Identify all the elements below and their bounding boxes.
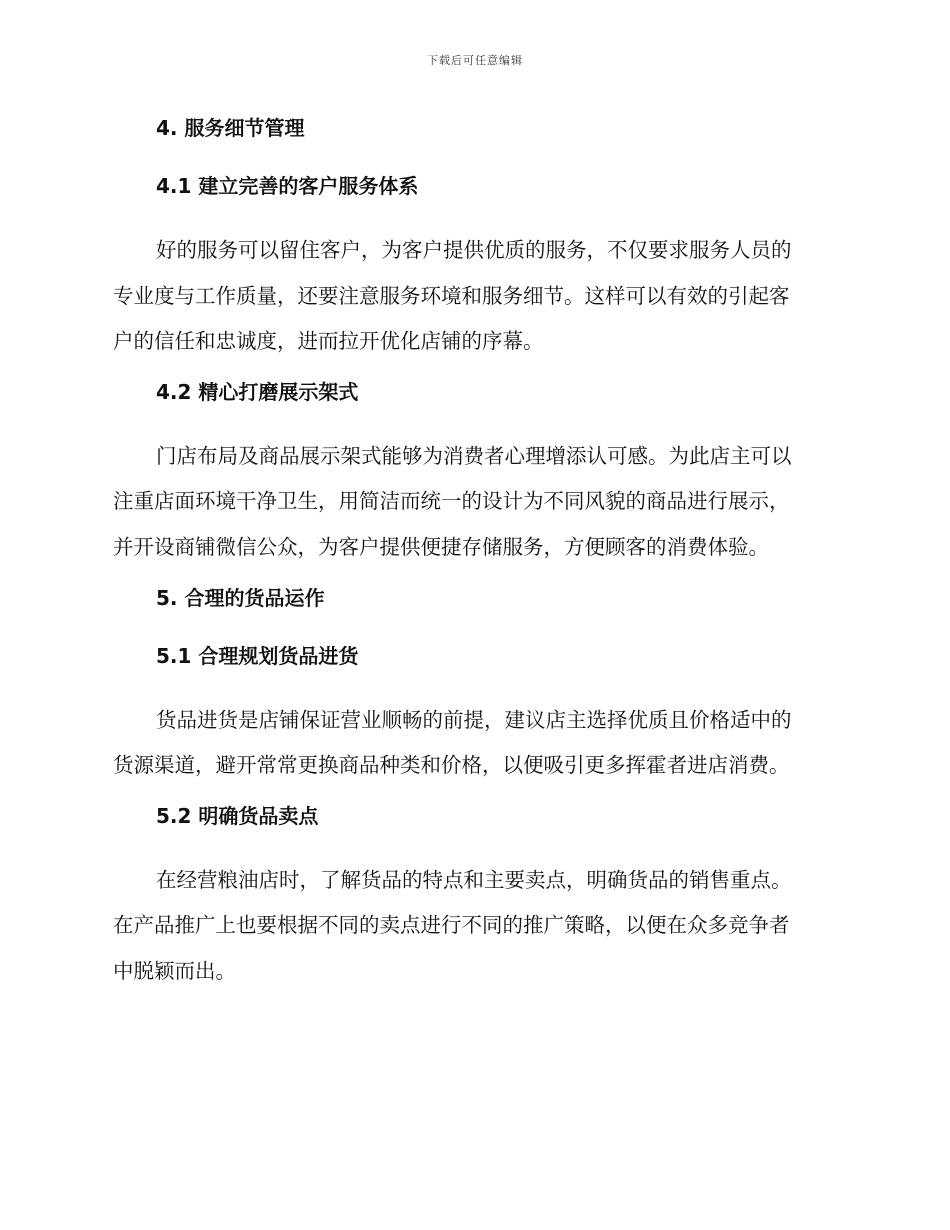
paragraph-line: 并开设商铺微信公众，为客户提供便捷存储服务，方便顾客的消费体验。 xyxy=(113,534,769,559)
paragraph-line: 在产品推广上也要根据不同的卖点进行不同的推广策略，以便在众多竞争者 xyxy=(113,913,790,938)
document-body xyxy=(113,112,833,1006)
section-heading: 5. 合理的货品运作 xyxy=(156,585,325,610)
paragraph xyxy=(113,434,833,571)
paragraph-line: 户的信任和忠诚度，进而拉开优化店铺的序幕。 xyxy=(113,329,544,354)
section-heading: 4. 服务细节管理 xyxy=(156,116,305,140)
subsection-heading: 5.2 明确货品卖点 xyxy=(156,803,319,828)
subsection-heading: 4.2 精心打磨展示架式 xyxy=(156,379,359,404)
paragraph-line: 中脱颖而出。 xyxy=(113,958,236,983)
paragraph-line: 货源渠道，避开常常更换商品种类和价格，以便吸引更多挥霍者进店消费。 xyxy=(113,753,790,778)
paragraph-line: 货品进货是店铺保证营业顺畅的前提，建议店主选择优质且价格适中的 xyxy=(156,707,792,732)
paragraph xyxy=(113,698,833,789)
subsection-heading: 4.1 建立完善的客户服务体系 xyxy=(156,174,419,198)
subsection-heading: 5.1 合理规划货品进货 xyxy=(156,643,359,668)
paragraph-line: 门店布局及商品展示架式能够为消费者心理增添认可感。为此店主可以 xyxy=(156,443,792,468)
paragraph-line: 好的服务可以留住客户，为客户提供优质的服务，不仅要求服务人员的 xyxy=(156,238,792,262)
paragraph-line: 在经营粮油店时，了解货品的特点和主要卖点，明确货品的销售重点。 xyxy=(156,867,792,892)
paragraph xyxy=(113,858,833,995)
paragraph-line: 专业度与工作质量，还要注意服务环境和服务细节。这样可以有效的引起客 xyxy=(113,283,790,308)
paragraph-line: 注重店面环境干净卫生，用简洁而统一的设计为不同风貌的商品进行展示， xyxy=(113,489,790,514)
page-header: 下载后可任意编辑 xyxy=(427,54,523,67)
paragraph xyxy=(113,228,833,365)
